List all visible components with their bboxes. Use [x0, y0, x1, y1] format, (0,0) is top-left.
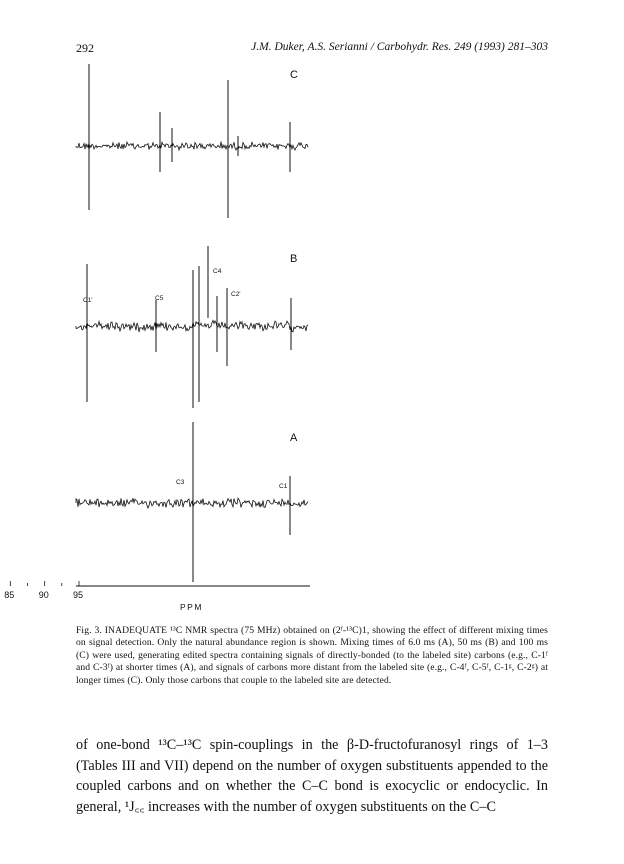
figure-caption [76, 625, 548, 687]
body-paragraph [76, 735, 548, 817]
peak-label-c1prime: C1' [83, 297, 93, 304]
body-text: of one-bond ¹³C–¹³C spin-couplings in the β-D-fructofuranosyl rings of 1–3 (Tables III and VII) depend on the number of oxygen substituents appended to the coupled carbons and on whether the C–C bond is exocyclic or endocyclic. In general, ¹J꜀꜀ increases with the number of oxygen substituents on the C–C [76, 737, 548, 815]
baseline-spectrum-b [76, 321, 308, 333]
panel-label-c: C [290, 69, 298, 81]
peak-label-c4: C4 [213, 268, 222, 275]
panel-label-a: A [290, 432, 298, 444]
peak-label-c1: C1 [279, 483, 288, 490]
ppm-axis-label: PPM [180, 602, 203, 612]
panel-label-b: B [290, 253, 298, 265]
running-head: J.M. Duker, A.S. Serianni / Carbohydr. Res. 249 (1993) 281–303 [251, 41, 548, 53]
peak-label-c2prime: C2' [231, 291, 241, 298]
axis-tick-label: 95 [73, 590, 84, 600]
spectrum-baselines [76, 142, 308, 508]
baseline-spectrum-a [76, 498, 308, 508]
peak-label-c5: C5 [155, 295, 164, 302]
ppm-axis-ticks [0, 581, 83, 600]
caption-text: Fig. 3. INADEQUATE ¹³C NMR spectra (75 MHz) obtained on (2ᶠ-¹³C)1, showing the effect of different mixing times on signal detection. Only the natural abundance region is shown. Mixing times of 6.0 ms (A), 50 ms (B) and 100 ms (C) were used, generating edited spectra containing signals of directly-bonded (to the labeled site) carbons (e.g., C-1ᶠ and C-3ᶠ) at shorter times (A), and signals of carbons more distant from the labeled site (e.g., C-4ᶠ, C-5ᶠ, C-1ᵍ, C-2ᵍ) at longer times (C). Only those carbons that couple to the labeled site are detected. [76, 625, 548, 686]
axis-tick-label: 85 [4, 590, 15, 600]
page-number: 292 [76, 41, 94, 55]
baseline-spectrum-c [76, 142, 308, 150]
peak-label-c3: C3 [176, 479, 185, 486]
axis-tick-label: 90 [38, 590, 49, 600]
